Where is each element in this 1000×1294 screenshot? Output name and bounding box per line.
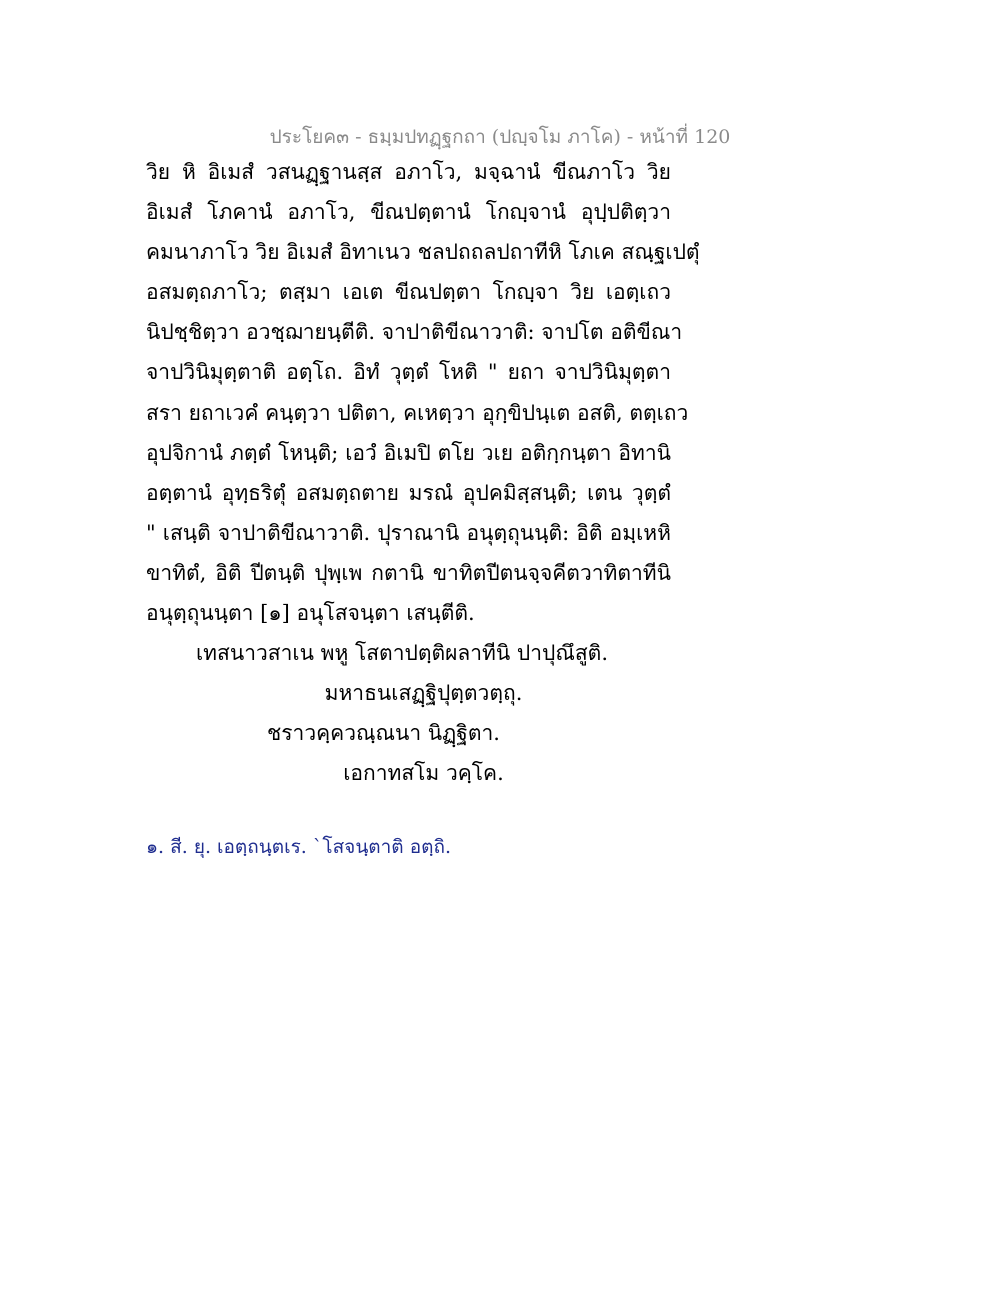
- colophon-story-title: มหาธนเสฏฺฐิปุตฺตวตฺถุ.: [324, 681, 523, 706]
- colophon-chapter-number: เอกาทสโม วคฺโค.: [343, 761, 504, 786]
- text-line: " เสนฺติ จาปาติขีณาวาติ. ปุราณานิ อนุตฺถุนนฺติ: อิติ อมฺเหหิ: [146, 520, 671, 545]
- text-line: คมนาภาโว วิย อิเมสํ อิทาเนว ชลปถถลปถาทีหิ โภเค สณฺฐเปตุํ: [146, 240, 700, 265]
- text-line: จาปวินิมุตฺตาติ อตฺโถ. อิทํ วุตฺตํ โหติ " ยถา จาปวินิมุตฺตา: [146, 360, 671, 385]
- text-line: อสมตฺถภาโว; ตสฺมา เอเต ขีณปตฺตา โกญฺจา วิย เอตฺเถว: [146, 280, 671, 305]
- text-line: อุปจิกานํ ภตฺตํ โหนฺติ; เอวํ อิเมปิ ตโย วเย อติกฺกนฺตา อิทานิ: [146, 440, 671, 465]
- colophon-chapter-end: ชราวคฺควณฺณนา นิฏฺฐิตา.: [267, 721, 500, 746]
- running-header: ประโยค๓ - ธมฺมปทฏฺฐกถา (ปญฺจโม ภาโค) - หน้าที่ 120: [269, 126, 731, 148]
- text-line: สรา ยถาเวคํ คนฺตฺวา ปติตา, คเหตฺวา อุกฺขิปนฺเต อสติ, ตตฺเถว: [146, 400, 689, 425]
- text-line: วิย หิ อิเมสํ วสนฏฺฐานสฺส อภาโว, มจฺฉานํ ขีณภาโว วิย: [146, 160, 671, 184]
- text-line: อิเมสํ โภคานํ อภาโว, ขีณปตฺตานํ โกญฺจานํ อุปฺปติตฺวา: [146, 200, 671, 225]
- main-text: [146, 152, 700, 794]
- text-line: อตฺตานํ อุทฺธริตุํ อสมตฺถตาย มรณํ อุปคมิสฺสนฺติ; เตน วุตฺตํ: [146, 480, 671, 505]
- text-line: ขาทิตํ, อิติ ปีตนฺติ ปุพฺเพ กตานิ ขาทิตปีตนจฺจคีตวาทิตาทีนิ: [146, 560, 671, 585]
- footnote: ๑. สี. ยุ. เอตฺถนฺตเร. `โสจนฺตาติ อตฺถิ.: [146, 836, 451, 858]
- text-line: อนุตฺถุนนฺตา [๑] อนุโสจนฺตา เสนฺตีติ.: [146, 601, 475, 626]
- text-line: นิปชฺชิตฺวา อวชฺฌายนฺตีติ. จาปาติขีณาวาติ: จาปโต อติขีณา: [146, 320, 683, 345]
- closing-paragraph: เทสนาวสาเน พหู โสตาปตฺติผลาทีนิ ปาปุณึสูติ.: [196, 641, 608, 666]
